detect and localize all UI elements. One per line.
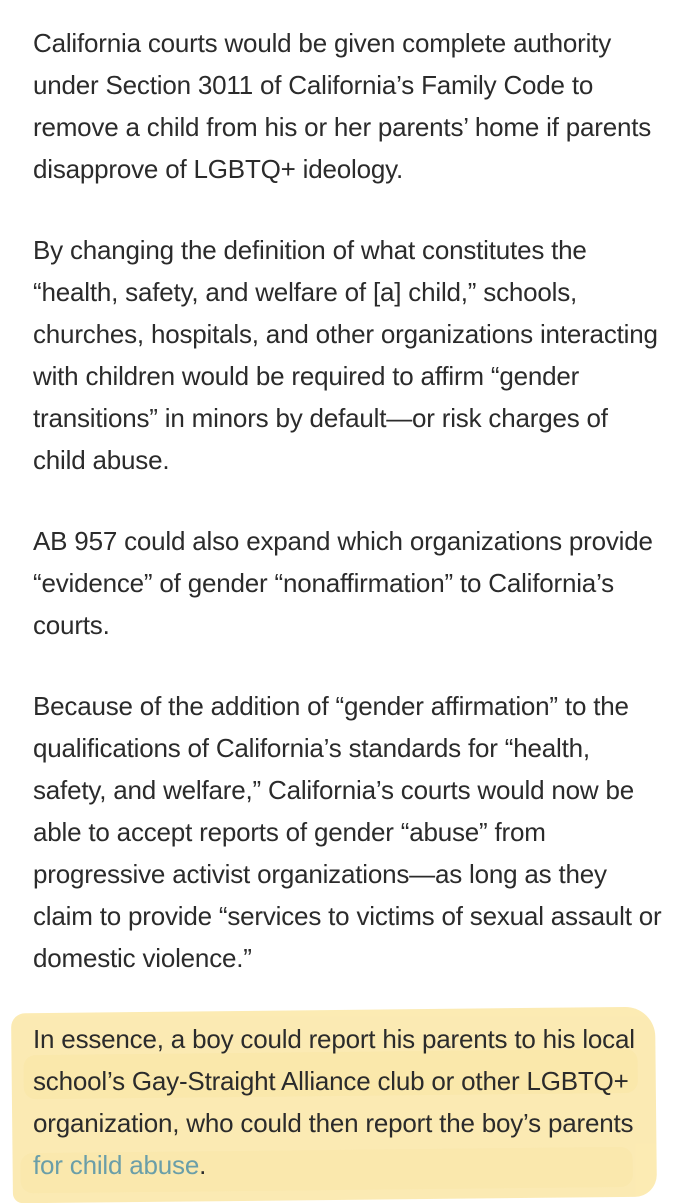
- article-body: [33, 22, 663, 1186]
- in-essence-period: .: [199, 1150, 207, 1180]
- paragraph-section-3011: California courts would be given complete authority under Section 3011 of California’s Family Code to remove a child from his or her parents’ home if parents disapprove of LGBTQ+ ideology.: [33, 28, 652, 184]
- in-essence-text: In essence, a boy could report his parents to his local school’s Gay-Straight Alliance club or other LGBTQ+ organization, who could then report the boy’s parents: [33, 1024, 635, 1138]
- paragraph-in-essence: [33, 1018, 663, 1186]
- paragraph-gender-affirmation: Because of the addition of “gender affirmation” to the qualifications of California’s standards for “health, safety, and welfare,” California’s courts would now be able to accept reports of gender “abuse” from progressive activist organizations—as long as they claim to provide “services to victims of sexual assault or domestic violence.”: [33, 691, 662, 973]
- child-abuse-link[interactable]: for child abuse: [33, 1150, 200, 1180]
- paragraph-ab957-evidence: AB 957 could also expand which organizations provide “evidence” of gender “nonaffirmation” to California’s courts.: [33, 526, 653, 640]
- paragraph-definition-change: By changing the definition of what constitutes the “health, safety, and welfare of [a] child,” schools, churches, hospitals, and other organizations interacting with children would be required to affirm “gender transitions” in minors by default—or risk charges of child abuse.: [33, 235, 658, 475]
- highlighted-paragraph: [33, 1018, 663, 1186]
